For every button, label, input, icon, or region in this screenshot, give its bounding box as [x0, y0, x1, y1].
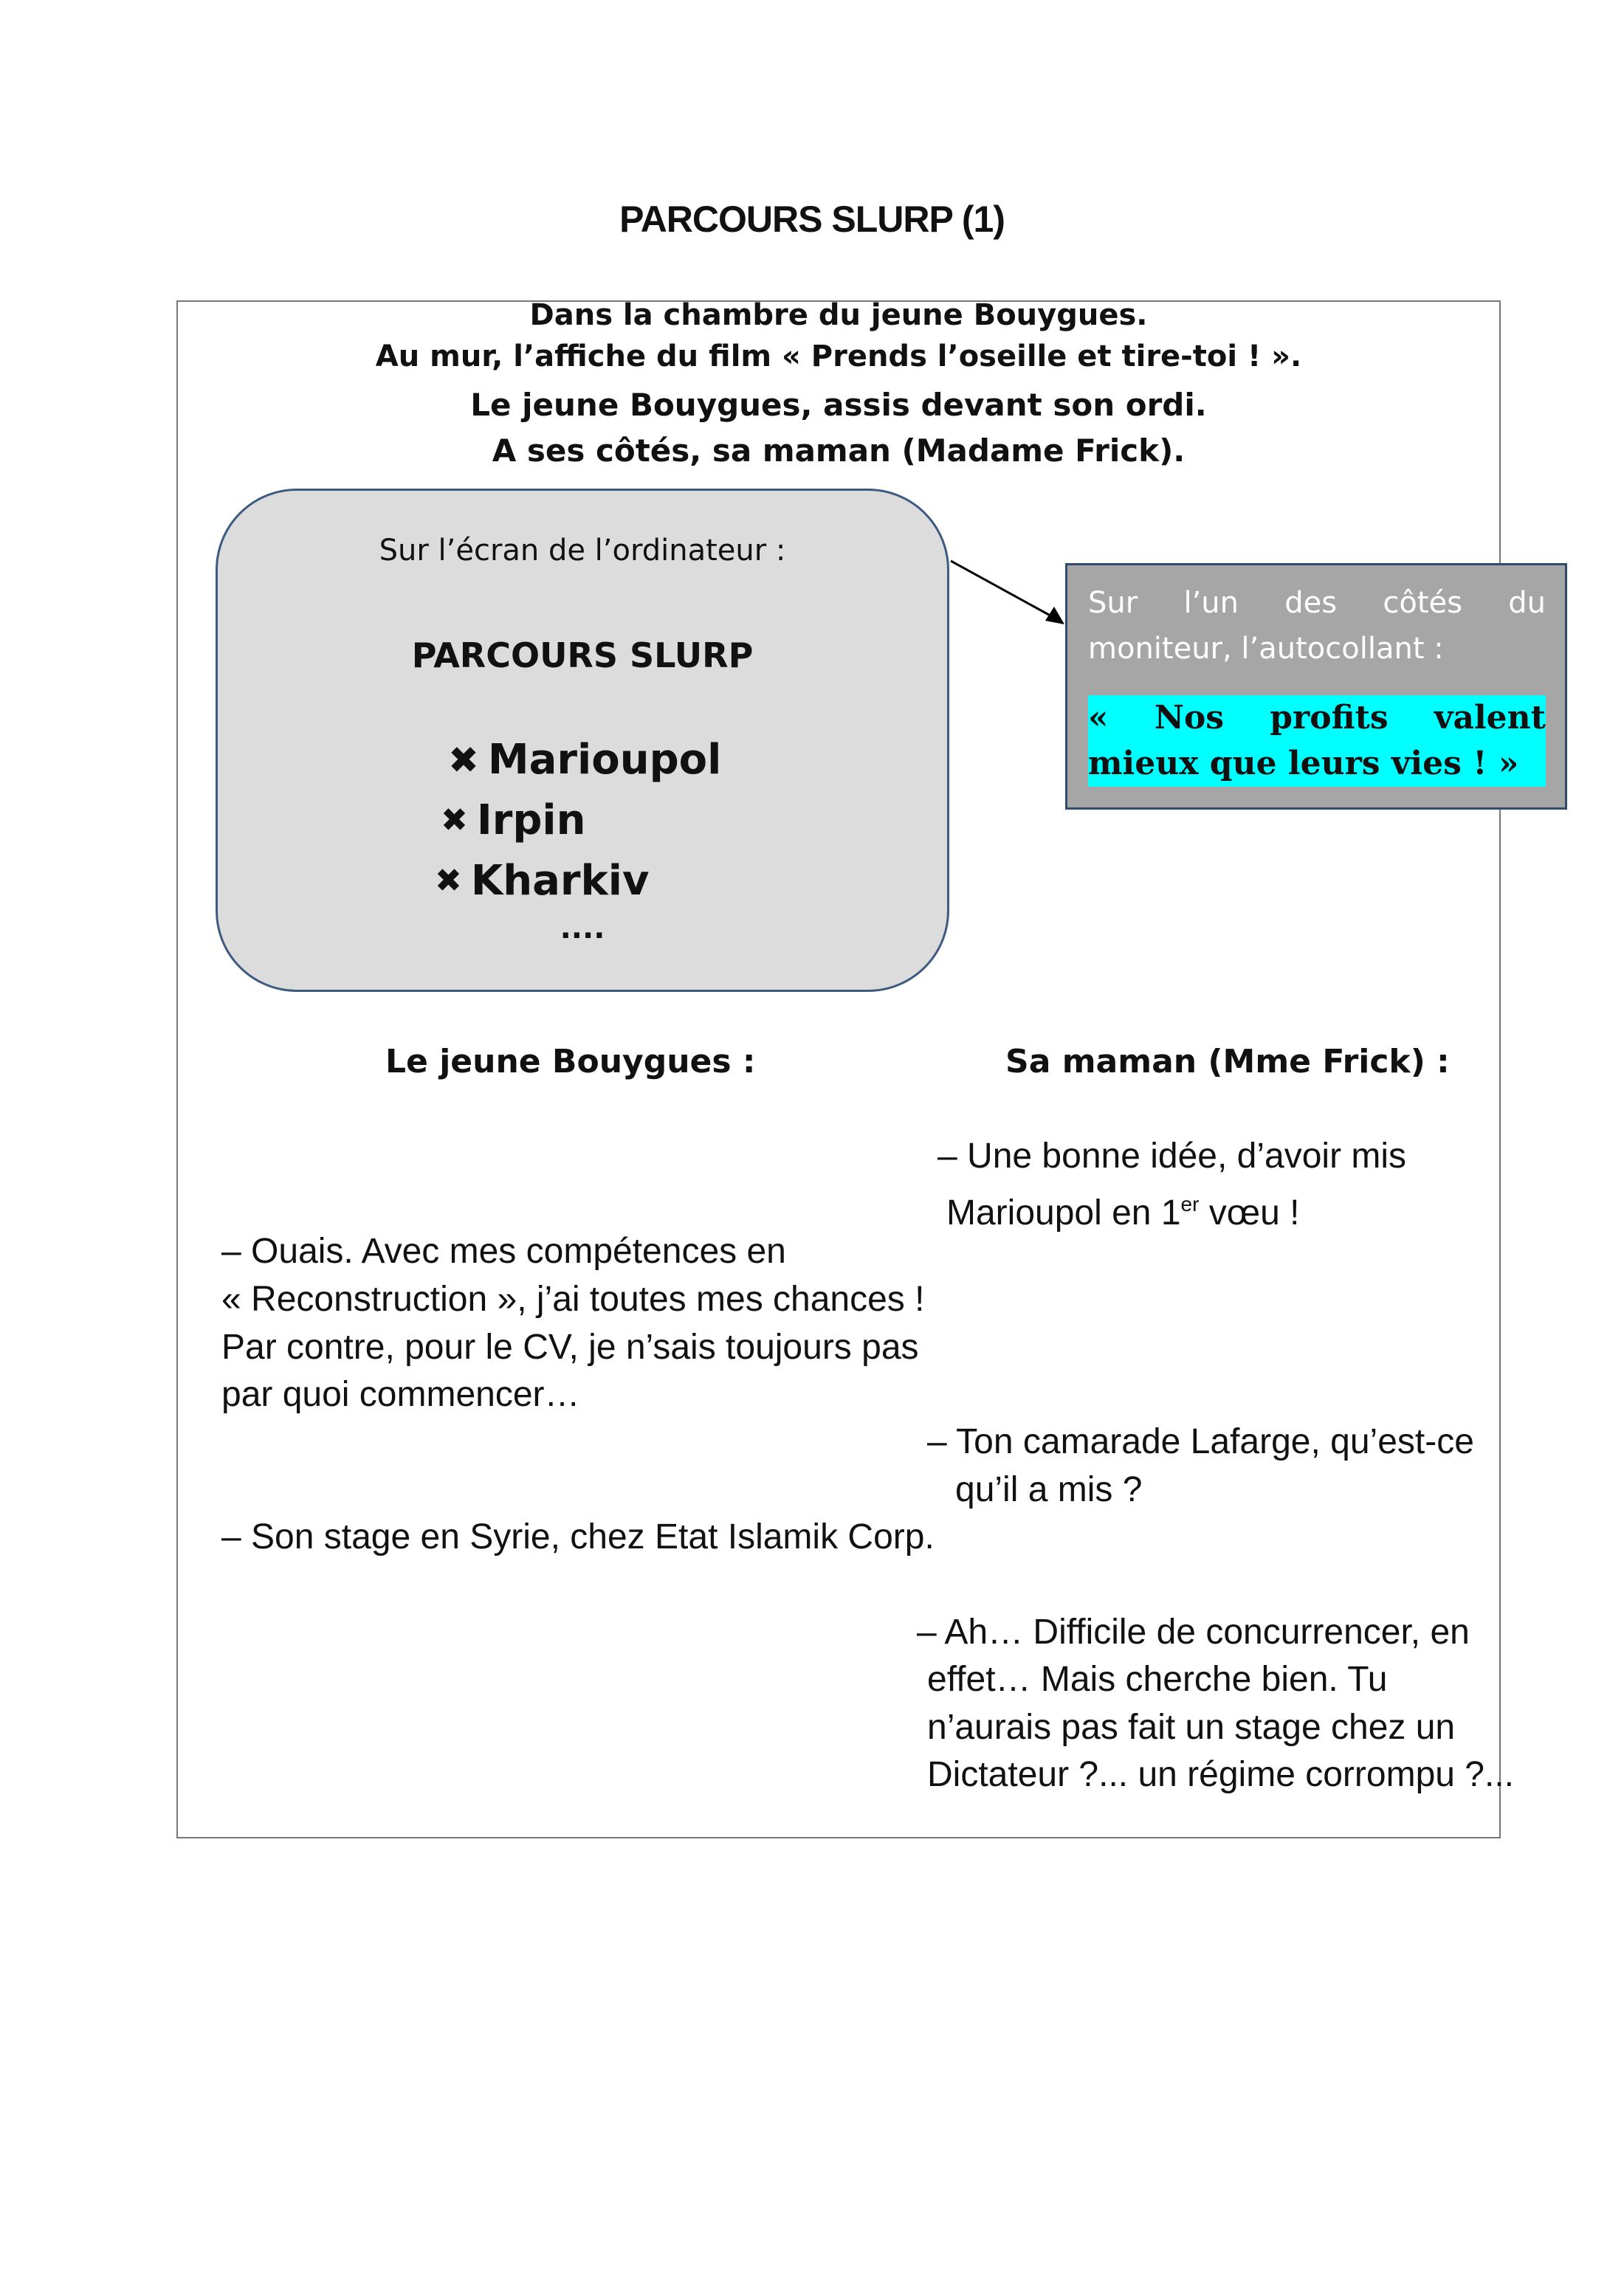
- scene-line-2: Au mur, l’affiche du film « Prends l’oseille et tire-toi ! ».: [375, 339, 1302, 373]
- left-column-heading: Le jeune Bouygues :: [385, 1043, 756, 1080]
- dialogue-line: Dictateur ?... un régime corrompu ?...: [927, 1755, 1514, 1794]
- city-label: Kharkiv: [470, 857, 650, 905]
- right-column-heading: Sa maman (Mme Frick) :: [1005, 1043, 1450, 1080]
- sticker-box: [1065, 563, 1567, 810]
- scene-line-3: Le jeune Bouygues, assis devant son ordi.: [470, 387, 1207, 423]
- page-title: PARCOURS SLURP (1): [619, 199, 1005, 240]
- dialogue-line: [946, 1181, 1299, 1237]
- ordinal-suffix: er: [1180, 1193, 1200, 1216]
- dialogue-line: – Ah… Difficile de concurrencer, en: [917, 1613, 1470, 1652]
- screen-heading: PARCOURS SLURP: [411, 635, 754, 675]
- dialogue-line: qu’il a mis ?: [955, 1470, 1143, 1509]
- x-mark-icon: ✖: [435, 861, 462, 900]
- scene-line-4: A ses côtés, sa maman (Madame Frick).: [492, 432, 1186, 469]
- dialogue-line: – Une bonne idée, d’avoir mis: [937, 1137, 1407, 1176]
- screen-caption: Sur l’écran de l’ordinateur :: [379, 534, 786, 568]
- dialogue-line: – Son stage en Syrie, chez Etat Islamik Corp.: [221, 1517, 935, 1556]
- city-item: [448, 736, 721, 784]
- city-label: Irpin: [476, 796, 586, 844]
- city-label: Marioupol: [487, 736, 722, 784]
- x-mark-icon: ✖: [448, 738, 479, 782]
- dialogue-line: « Reconstruction », j’ai toutes mes chances !: [221, 1280, 925, 1319]
- scene-line-1: Dans la chambre du jeune Bouygues.: [529, 298, 1148, 332]
- arrow-connector: [945, 554, 1070, 635]
- dialogue-line: n’aurais pas fait un stage chez un: [927, 1708, 1456, 1747]
- city-item: [441, 796, 585, 844]
- dialogue-line: – Ton camarade Lafarge, qu’est-ce: [927, 1422, 1474, 1461]
- x-mark-icon: ✖: [441, 801, 468, 839]
- dialogue-line: Par contre, pour le CV, je n’sais toujours pas: [221, 1328, 919, 1367]
- dialogue-fragment: Marioupol en 1: [946, 1193, 1181, 1233]
- city-item: [435, 857, 649, 905]
- dialogue-fragment: vœu !: [1199, 1193, 1300, 1233]
- arrow-line: [951, 561, 1056, 618]
- dialogue-line: par quoi commencer…: [221, 1375, 580, 1414]
- more-ellipsis: ....: [560, 911, 605, 945]
- sticker-slogan: « Nos profits valent mieux que leurs vies ! »: [1088, 695, 1546, 787]
- sticker-caption: Sur l’un des côtés du moniteur, l’autocollant :: [1088, 586, 1546, 666]
- computer-screen-box: [216, 489, 949, 992]
- dialogue-line: – Ouais. Avec mes compétences en: [221, 1232, 786, 1271]
- dialogue-line: effet… Mais cherche bien. Tu: [927, 1660, 1388, 1699]
